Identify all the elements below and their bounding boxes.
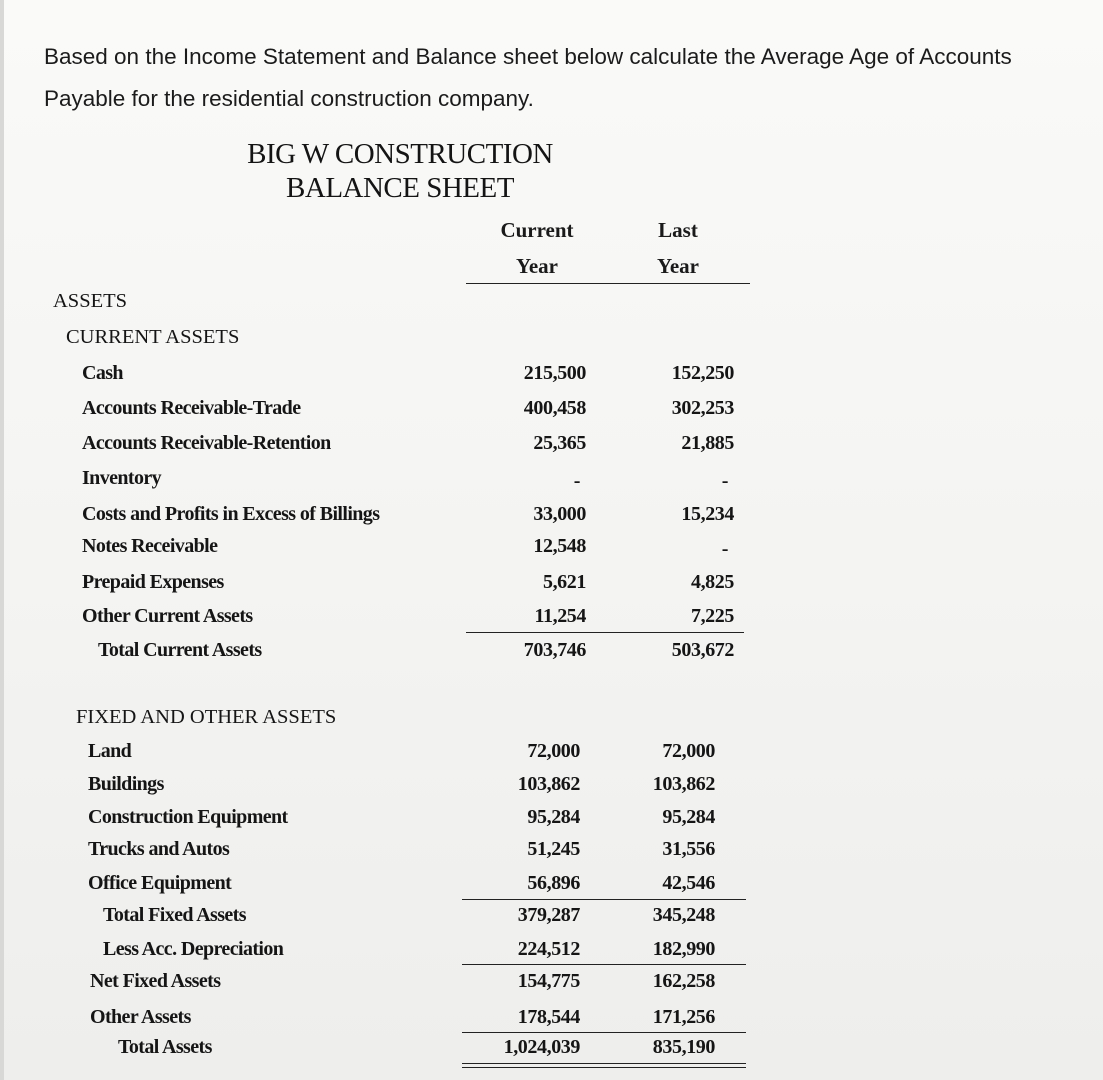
net-fixed-last: 162,258 (652, 970, 715, 992)
fixed-subtotal-rule (462, 899, 746, 900)
land-current: 72,000 (527, 740, 580, 762)
notes-receivable-current: 12,548 (533, 535, 586, 557)
row-label-construction-equipment: Construction Equipment (88, 806, 288, 828)
row-label-other-assets: Other Assets (90, 1006, 191, 1028)
inventory-current: - (573, 470, 580, 492)
depreciation-rule (462, 964, 746, 965)
row-label-cash: Cash (82, 362, 123, 384)
page-edge (0, 0, 4, 1080)
other-assets-current: 178,544 (517, 1006, 580, 1028)
total-assets-rule-1 (462, 1063, 746, 1064)
row-label-net-fixed: Net Fixed Assets (90, 970, 221, 992)
col-current-line2: Year (516, 254, 558, 278)
row-label-prepaid: Prepaid Expenses (82, 571, 224, 593)
prepaid-current: 5,621 (542, 571, 586, 593)
total-fixed-last: 345,248 (652, 904, 715, 926)
ar-trade-last: 302,253 (671, 397, 734, 419)
buildings-current: 103,862 (517, 773, 580, 795)
trucks-autos-last: 31,556 (662, 838, 715, 860)
ar-trade-current: 400,458 (523, 397, 586, 419)
land-last: 72,000 (662, 740, 715, 762)
company-title: BIG W CONSTRUCTION (247, 138, 553, 170)
other-current-current: 11,254 (534, 605, 586, 627)
trucks-autos-current: 51,245 (527, 838, 580, 860)
buildings-last: 103,862 (652, 773, 715, 795)
row-label-depreciation: Less Acc. Depreciation (103, 938, 284, 960)
current-assets-heading: CURRENT ASSETS (66, 326, 240, 348)
total-fixed-current: 379,287 (517, 904, 580, 926)
depreciation-current: 224,512 (517, 938, 580, 960)
statement-title: BALANCE SHEET (286, 172, 514, 204)
question-text: Based on the Income Statement and Balance sheet below calculate the Average Age of Accounts Payable for the residential construction company. (44, 44, 1012, 111)
row-label-total-current: Total Current Assets (98, 639, 262, 661)
cash-last: 152,250 (671, 362, 734, 384)
total-assets-rule-2 (462, 1067, 746, 1068)
total-current-last: 503,672 (671, 639, 734, 661)
depreciation-last: 182,990 (652, 938, 715, 960)
inventory-last: - (721, 470, 728, 492)
assets-heading: ASSETS (53, 290, 128, 312)
header-rule (466, 283, 750, 284)
office-equipment-current: 56,896 (527, 872, 580, 894)
row-label-ar-trade: Accounts Receivable-Trade (82, 397, 301, 419)
total-assets-last: 835,190 (652, 1036, 715, 1058)
net-fixed-current: 154,775 (517, 970, 580, 992)
row-label-buildings: Buildings (88, 773, 164, 795)
current-assets-subtotal-rule (466, 632, 744, 633)
total-current-current: 703,746 (523, 639, 586, 661)
row-label-total-fixed: Total Fixed Assets (103, 904, 246, 926)
other-assets-rule (462, 1032, 746, 1033)
costs-excess-current: 33,000 (533, 503, 586, 525)
row-label-trucks-autos: Trucks and Autos (88, 838, 230, 860)
row-label-notes-receivable: Notes Receivable (82, 535, 218, 557)
cash-current: 215,500 (523, 362, 586, 384)
row-label-total-assets: Total Assets (118, 1036, 212, 1058)
other-assets-last: 171,256 (652, 1006, 715, 1028)
office-equipment-last: 42,546 (662, 872, 715, 894)
row-label-other-current: Other Current Assets (82, 605, 253, 627)
total-assets-current: 1,024,039 (503, 1036, 580, 1058)
col-last-line1: Last (658, 218, 698, 242)
notes-receivable-last: - (721, 538, 728, 560)
other-current-last: 7,225 (690, 605, 734, 627)
construction-equipment-last: 95,284 (662, 806, 715, 828)
row-label-inventory: Inventory (82, 467, 162, 489)
construction-equipment-current: 95,284 (527, 806, 580, 828)
prepaid-last: 4,825 (690, 571, 734, 593)
row-label-office-equipment: Office Equipment (88, 872, 232, 894)
row-label-costs-excess-billings: Costs and Profits in Excess of Billings (82, 503, 380, 525)
col-last-line2: Year (657, 254, 699, 278)
ar-retention-current: 25,365 (533, 432, 586, 454)
row-label-land: Land (88, 740, 132, 762)
costs-excess-last: 15,234 (681, 503, 734, 525)
row-label-ar-retention: Accounts Receivable-Retention (82, 432, 331, 454)
col-current-line1: Current (500, 218, 574, 242)
ar-retention-last: 21,885 (681, 432, 734, 454)
fixed-assets-heading: FIXED AND OTHER ASSETS (76, 706, 337, 728)
